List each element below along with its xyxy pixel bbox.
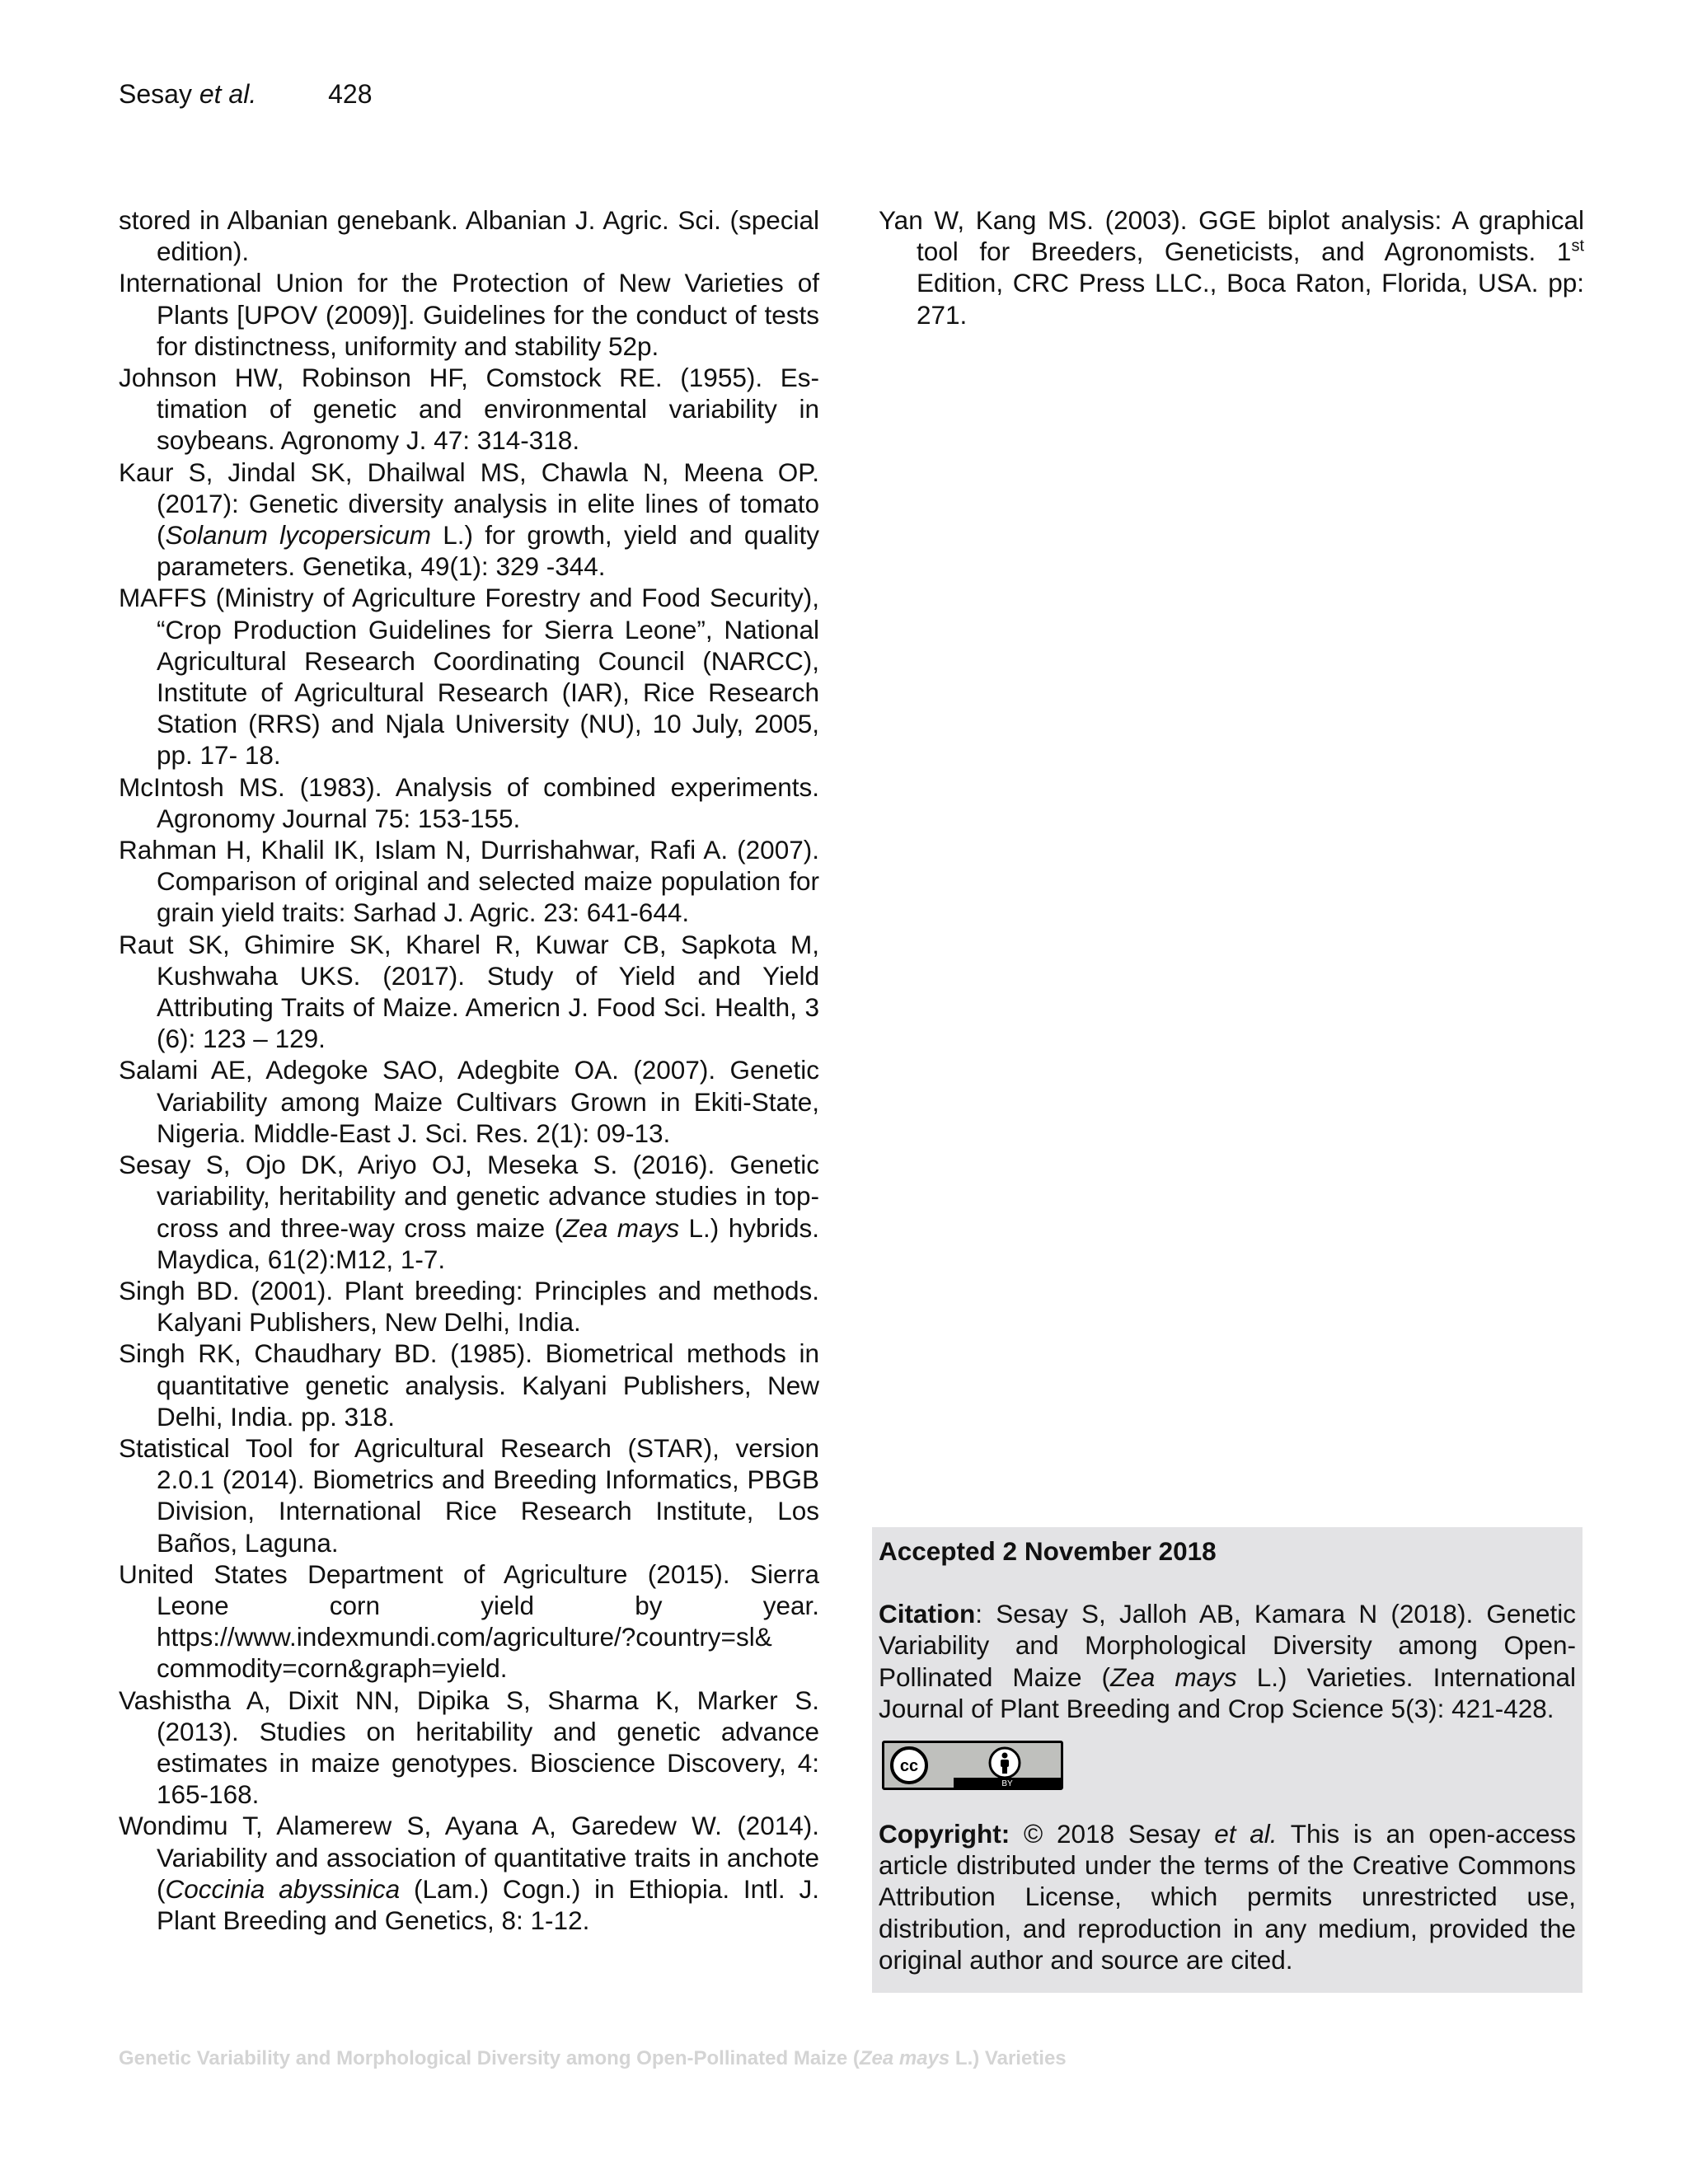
reference-entry	[879, 204, 1584, 330]
accepted-date: Accepted 2 November 2018	[879, 1536, 1217, 1566]
reference-text: Johnson HW, Robinson HF, Comstock RE. (1955). Es-timation of genetic and environmental variability in soybeans. Agronomy J. 47: 314-318.	[119, 363, 819, 456]
footer-species: Zea mays	[859, 2047, 950, 2069]
reference-text: stored in Albanian genebank. Albanian J. Agric. Sci. (special edition).	[119, 205, 819, 267]
reference-entry	[119, 1432, 819, 1558]
header-author: Sesay	[119, 79, 192, 109]
cc-by-license-badge[interactable]	[882, 1741, 1063, 1790]
reference-entry	[119, 204, 819, 267]
reference-text: Sesay S, Ojo DK, Ariyo OJ, Meseka S. (2016). Genetic variability, heritability and genetic advance studies in top-cross and three-way cross maize (	[119, 1150, 819, 1243]
reference-text: Raut SK, Ghimire SK, Kharel R, Kuwar CB, Sapkota M, Kushwaha UKS. (2017). Study of Yield and Yield Attributing Traits of Maize. Americn J. Food Sci. Health, 3 (6): 123 – 129.	[119, 929, 819, 1054]
reference-text: Singh BD. (2001). Plant breeding: Principles and methods. Kalyani Publishers, New Delhi, India.	[119, 1275, 819, 1338]
reference-entry	[119, 1275, 819, 1338]
reference-entry	[119, 457, 819, 583]
citation-label: Citation	[879, 1599, 976, 1629]
reference-text: L.) hybrids. Maydica, 61(2):M12, 1-7.	[157, 1212, 820, 1274]
reference-text: Vashistha A, Dixit NN, Dipika S, Sharma K, Marker S. (2013). Studies on heritability and genetic advance estimates in maize genotypes. Bioscience Discovery, 4: 165-168.	[119, 1685, 819, 1810]
reference-text: Edition, CRC Press LLC., Boca Raton, Florida, USA. pp: 271.	[917, 268, 1584, 330]
reference-text: Wondimu T, Alamerew S, Ayana A, Garedew W. (2014). Variability and association of quantitative traits in anchote (	[119, 1811, 819, 1904]
reference-text: Statistical Tool for Agricultural Research (STAR), version 2.0.1 (2014). Biometrics and Breeding Informatics, PBGB Division, International Rice Research Institute, Los Baños, Laguna.	[119, 1432, 819, 1558]
footer-text: L.) Varieties	[950, 2047, 1067, 2069]
footer-text: Genetic Variability and Morphological Diversity among Open-Pollinated Maize (	[119, 2047, 860, 2069]
running-header	[119, 77, 372, 110]
copyright-text: © 2018 Sesay	[1010, 1819, 1215, 1849]
reference-text: McIntosh MS. (1983). Analysis of combined experiments. Agronomy Journal 75: 153-155.	[119, 771, 819, 833]
reference-entry	[119, 1558, 819, 1685]
reference-entry	[119, 929, 819, 1055]
copyright-label: Copyright:	[879, 1819, 1010, 1849]
species-name: Coccinia abyssinica	[165, 1873, 401, 1904]
reference-entry	[119, 267, 819, 362]
copyright-etal: et al.	[1214, 1819, 1278, 1849]
svg-text:cc: cc	[899, 1757, 919, 1776]
references-left-column	[119, 204, 819, 1936]
reference-entry	[119, 1810, 819, 1936]
header-etal: et al.	[199, 79, 257, 109]
copyright-text: This is an open-access article distributed under the terms of the Creative Commons Attribution License, which permits unrestricted use, distribution, and reproduction in any medium, provided the original author and source are cited.	[879, 1819, 1576, 1975]
reference-text: (Lam.) Cogn.) in Ethiopia. Intl. J. Plant Breeding and Genetics, 8: 1-12.	[157, 1873, 819, 1935]
reference-entry	[119, 1685, 819, 1811]
reference-entry	[119, 834, 819, 929]
reference-text: Singh RK, Chaudhary BD. (1985). Biometrical methods in quantitative genetic analysis. Kalyani Publishers, New Delhi, India. pp. 318.	[119, 1338, 819, 1432]
attribution-icon	[987, 1745, 1023, 1781]
reference-text: Rahman H, Khalil IK, Islam N, Durrishahwar, Rafi A. (2007). Comparison of original and selected maize population for grain yield traits: Sarhad J. Agric. 23: 641-644.	[119, 835, 819, 928]
reference-entry	[119, 1338, 819, 1432]
reference-entry	[119, 582, 819, 771]
reference-text: L.) for growth, yield and quality parameters. Genetika, 49(1): 329 -344.	[157, 520, 819, 582]
references-right-column	[879, 204, 1584, 330]
reference-text: Yan W, Kang MS. (2003). GGE biplot analysis: A graphical tool for Breeders, Geneticists, and Agronomists. 1	[879, 205, 1584, 267]
header-authors	[119, 77, 256, 110]
article-info-box	[872, 1527, 1582, 1993]
page-number: 428	[328, 79, 373, 109]
species-name: Solanum lycopersicum	[165, 520, 431, 551]
reference-text: Kaur S, Jindal SK, Dhailwal MS, Chawla N, Meena OP. (2017): Genetic diversity analysis in elite lines of tomato (	[119, 457, 819, 551]
reference-text: Salami AE, Adegoke SAO, Adegbite OA. (2007). Genetic Variability among Maize Cultivars Grown in Ekiti-State, Nigeria. Middle-East J. Sci. Res. 2(1): 09-13.	[119, 1055, 819, 1148]
cc-icon	[889, 1746, 929, 1785]
running-footer	[119, 2046, 1067, 2071]
citation-text: : Sesay S, Jalloh AB, Kamara N (2018). Genetic Variability and Morphological Diversity among Open-Pollinated Maize (	[879, 1599, 1576, 1692]
citation-species: Zea mays	[1110, 1661, 1237, 1692]
superscript: st	[1571, 237, 1584, 255]
reference-text: United States Department of Agriculture (2015). Sierra Leone corn yield by year. https://www.indexmundi.com/agriculture/?country=sl& commodity=corn&graph=yield.	[119, 1558, 819, 1684]
citation-text: L.) Varieties. International Journal of Plant Breeding and Crop Science 5(3): 421-428.	[879, 1661, 1576, 1723]
reference-text: MAFFS (Ministry of Agriculture Forestry and Food Security), “Crop Production Guidelines for Sierra Leone”, National Agricultural Research Coordinating Council (NARCC), Institute of Agricultural Research (IAR), Rice Research Station (RRS) and Njala University (NU), 10 July, 2005, pp. 17- 18.	[119, 583, 819, 771]
reference-entry	[119, 771, 819, 834]
reference-entry	[119, 1054, 819, 1149]
species-name: Zea mays	[563, 1212, 680, 1243]
citation	[879, 1598, 1576, 1724]
reference-entry	[119, 1149, 819, 1275]
reference-text: International Union for the Protection of New Varieties of Plants [UPOV (2009)]. Guidelines for the conduct of tests for distinctness, uniformity and stability 52p.	[119, 268, 819, 361]
badge-by-label: BY	[1001, 1779, 1013, 1789]
copyright-notice	[879, 1818, 1576, 1975]
reference-entry	[119, 362, 819, 457]
